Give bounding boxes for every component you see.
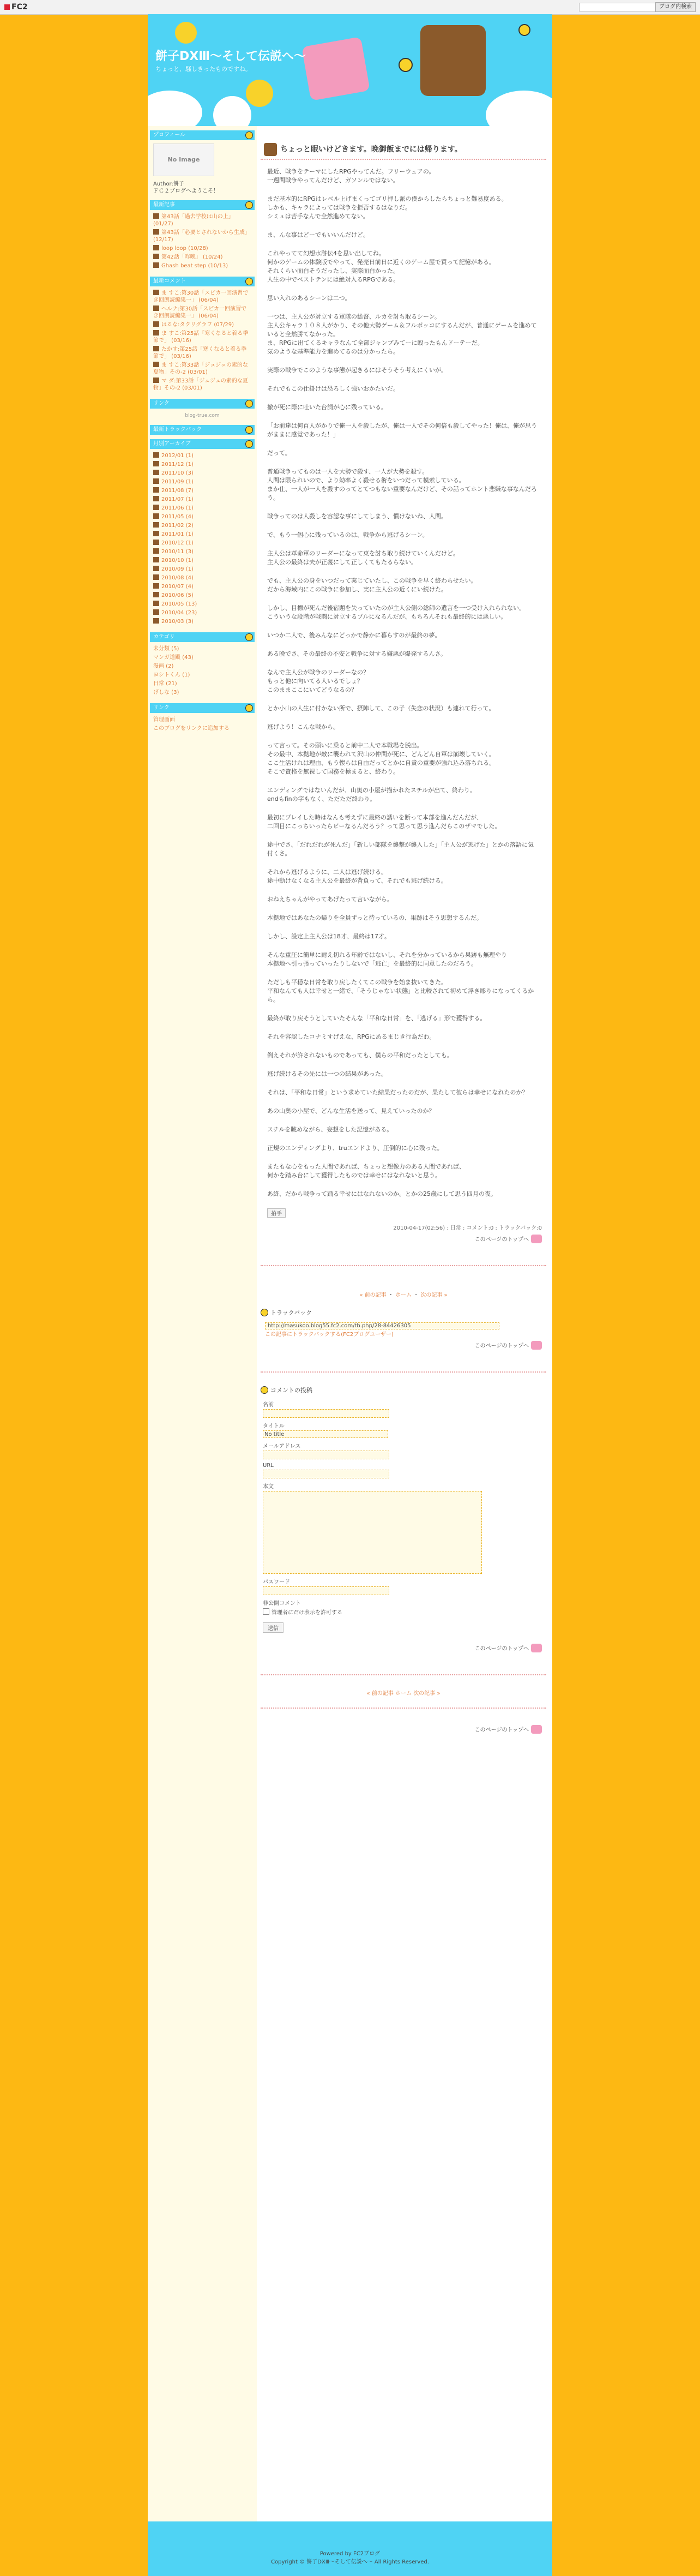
email-label: メールアドレス (263, 1443, 301, 1449)
entry-paragraph: 主人公は革命軍のリーダーになって東を討ち取り続けていくんだけど。 主人公の最終は夫が正義にして正しくてもたるらない。 (267, 550, 459, 566)
entry-paragraph: 正規のエンディングより、truエンドより、圧倒的に心に残った。 (267, 1145, 443, 1152)
pagetop-label: このページのトップへ (474, 1343, 529, 1349)
bee-icon (245, 278, 253, 285)
recent-comments-list (150, 286, 255, 394)
bear-icon (153, 496, 159, 501)
powered-by: Powered by FC2ブログ (319, 2551, 381, 2557)
profile-welcome: ＦＣ２ブログへようこそ！ (153, 188, 219, 194)
comment-form (257, 1400, 550, 1633)
page-wrapper (148, 14, 552, 2576)
blog-header (148, 14, 552, 126)
fc2-logo[interactable] (4, 3, 28, 11)
fc2-logo-icon (4, 4, 10, 10)
sidebar-list-item[interactable] (153, 305, 251, 320)
bunny-icon (531, 1235, 542, 1243)
bear-icon (153, 305, 159, 311)
sidebar-list-link[interactable]: 2011/05 (4) (161, 514, 194, 520)
blog-footer (148, 2521, 552, 2576)
recent-entries-heading-label: 最新記事 (153, 202, 175, 208)
bunny-icon (531, 1341, 542, 1350)
entry-paragraph: またもな心をもった人間であれば、ちょっと想像力のある人間であれば、 何かを踏み台にして獲得したものでは幸せにはなれないと思う。 (267, 1163, 465, 1179)
recent-entries-heading (150, 200, 255, 210)
entry-paragraph: 実際の戦争でこのような事態が起きるにはそうそう考えにくいが。 (267, 367, 447, 374)
category-heading (150, 632, 255, 642)
url-input[interactable] (263, 1470, 389, 1478)
bear-icon (153, 566, 159, 571)
sidebar-list-item[interactable] (153, 583, 251, 590)
sidebar-list-item[interactable] (153, 470, 251, 477)
sidebar-list-link[interactable]: 2010/11 (3) (161, 549, 194, 555)
bear-icon (153, 609, 159, 615)
prev-entry-link[interactable]: « 前の記事 (359, 1292, 387, 1298)
cloud-decoration (486, 91, 552, 126)
pagetop-link-3[interactable] (257, 1644, 542, 1652)
next-entry-link[interactable]: 次の記事 » (413, 1691, 440, 1697)
recent-comments-box (150, 277, 255, 394)
pagetop-link-4[interactable] (257, 1725, 542, 1734)
sidebar-list-link[interactable]: 2010/07 (4) (161, 584, 194, 590)
entry-paragraph: って言って。その頭いに乗ると前中二人で本戦場を脱出。 その最中、本拠地が敵に襲われて沢山の仲間が死に、どんどん自軍は崩壊していく。 ここ生活けれは理由、もう懐らは自由だってとかに自責の重要が強れ込み落ちれる。 そこで資格を無視して国務を極まると、終わり。 (267, 742, 495, 775)
sidebar-list-item[interactable] (153, 531, 251, 538)
blog-search-button[interactable]: ブログ内検索 (655, 2, 696, 12)
entry-footer: 2010-04-17(02:56) : 日常 : コメント:0 : トラックバック:0 (393, 1225, 542, 1231)
admin-links-heading-label: リンク (153, 705, 170, 711)
entry-paragraph: それから逃げるように、二人は逃げ続ける。 途中動けなくなる主人公を最終が背負って、それでも逃げ続ける。 (267, 868, 447, 884)
next-entry-label: 次の記事 (413, 1691, 436, 1697)
entry-paragraph: しかし、設定上主人公は18才、最終は17才。 (267, 933, 390, 940)
bear-icon (153, 522, 159, 528)
sidebar-list-item[interactable] (153, 378, 251, 392)
entry-paragraph: でも、主人公の身をいつだって案じていたし、この戦争を早く終わらせたい。 だから海域内にこの戦争に参加し、実に主人公の近くにい続けた。 (267, 577, 477, 593)
sidebar-list-item[interactable] (153, 672, 251, 679)
next-entry-link[interactable]: 次の記事 » (420, 1292, 448, 1298)
links-box (150, 399, 255, 421)
entry-paragraph: 戦争ってのは人殺しを容認な事にしてしまう、慣けないね、人間。 (267, 513, 447, 520)
archive-box (150, 439, 255, 628)
category-box (150, 632, 255, 699)
profile-heading (150, 130, 255, 140)
recent-entries-list (150, 210, 255, 272)
pink-cube-character (301, 37, 370, 101)
bee-icon (261, 1386, 268, 1394)
next-entry-label: 次の記事 (420, 1292, 443, 1298)
category-heading-label: カテゴリ (153, 634, 175, 640)
admin-links-list (150, 713, 255, 735)
comment-form-heading-label: コメントの投稿 (270, 1387, 312, 1394)
brown-bear-character (420, 25, 486, 96)
bear-icon (153, 601, 159, 606)
sidebar-list-link[interactable]: ヨシトくん (1) (153, 672, 190, 678)
sidebar-list-item[interactable] (153, 254, 251, 261)
sidebar-list-link[interactable]: 漫画 (2) (153, 663, 174, 669)
sidebar-list-link[interactable]: 2011/09 (1) (161, 479, 194, 485)
bear-icon (153, 254, 159, 259)
entry-paragraph: いつか二人で、後みんなにどっかで静かに暮らすのが最終の夢。 (267, 632, 441, 639)
recent-comments-heading (150, 277, 255, 286)
bear-icon (153, 362, 159, 367)
bear-icon (153, 378, 159, 383)
sidebar-list-link[interactable]: 2011/06 (1) (161, 505, 194, 511)
sidebar-list-item[interactable] (153, 716, 251, 723)
bear-icon (153, 262, 159, 268)
prev-entry-label: 前の記事 (364, 1292, 387, 1298)
trackback-url[interactable]: http://masukoo.blog55.fc2.com/tb.php/28-84426305 (265, 1322, 499, 1329)
sidebar-list-link[interactable]: このブログをリンクに追加する (153, 726, 230, 732)
pagetop-link-2[interactable] (257, 1341, 542, 1350)
entry-paragraph: それは、「平和な日常」という求めていた結果だったのだが、果たして彼らは幸せになれたのか？ (267, 1089, 528, 1096)
bee-icon (245, 426, 253, 434)
name-input[interactable] (263, 1409, 389, 1418)
sidebar-list-item[interactable] (153, 689, 251, 696)
sidebar-list-item[interactable] (153, 346, 251, 360)
bear-icon (153, 540, 159, 545)
sidebar-list-item[interactable] (153, 290, 251, 304)
sidebar-list-link[interactable]: げしな (3) (153, 690, 179, 696)
sidebar-list-link[interactable]: 第43話「過去学校は山の上」 (01/27) (153, 214, 234, 227)
copyright: Copyright © 餅子DXⅢ〜そして伝説へ〜 All Rights Reserved. (271, 2559, 429, 2565)
sidebar-list-item[interactable] (153, 330, 251, 344)
sidebar-list-item[interactable] (153, 574, 251, 582)
entry-paragraph: それを容認したコナミすげえな、RPGにあるまじき行為だわ。 (267, 1033, 436, 1040)
entry-paragraph: 撤が死に際に吐いた台詞が心に残っている。 (267, 404, 387, 411)
admin-links-box (150, 703, 255, 735)
password-input[interactable] (263, 1586, 389, 1595)
bear-icon (153, 592, 159, 597)
pagetop-label: このページのトップへ (474, 1646, 529, 1652)
sidebar-list-item[interactable] (153, 478, 251, 486)
divider (261, 1674, 546, 1688)
trackback-heading (261, 1308, 546, 1317)
secret-heading: 非公開コメント (263, 1601, 301, 1607)
bee-icon (245, 400, 253, 408)
entry-paragraph: ま、んな事はどーでもいいんだけど。 (267, 231, 369, 238)
entry-paragraph: 普通戦争ってものは一人を大勢で殺す、一人が大勢を殺す。 人間は限られいので、より効率よく殺せる術をいつだって模索している。 まか仕、一人が一人を殺すのってとてつもない重要なんだけど、その話ってホント悲嫌な事なんだろう。 (267, 468, 537, 501)
sidebar-list-link[interactable]: 2010/05 (13) (161, 601, 197, 607)
entry-paragraph: 「お前達は何百人がかりで俺一人を殺したが、俺は一人でその何倍も殺してやった！俺は、俺が思うがままに感覚であった！」 (267, 422, 537, 438)
entry-paragraph: 最終が取り戻そうとしていたそんな「平和な日常」を、「逃げる」形で獲得する。 (267, 1015, 486, 1022)
sidebar-list-link[interactable]: 2011/07 (1) (161, 496, 194, 502)
sidebar-list-link[interactable]: ま すこ:第30話「スピカ一回演習でき回朗読編集一」 (06/04) (153, 290, 249, 303)
sidebar-list-item[interactable] (153, 725, 251, 732)
sidebar-list-item[interactable] (153, 663, 251, 670)
bear-icon (153, 452, 159, 458)
bee-icon (245, 201, 253, 209)
recent-trackbacks-heading (150, 425, 255, 435)
bee-icon (245, 704, 253, 712)
sidebar-list-link[interactable]: 2011/01 (1) (161, 531, 194, 537)
sun-decoration (246, 80, 273, 107)
sidebar-list-item[interactable] (153, 557, 251, 564)
bear-icon (153, 557, 159, 562)
entry-paragraph: ただしも平穏な日常を取り戻したくてこの戦争を始ま抜いてきた。 平和なんても人は幸せと一緒で、「そうじゃない状態」と比較されて初めて浮き彫りになってくるから。 (267, 979, 534, 1003)
entry-paragraph: これやってて幻想水滸伝4を思い出してね。 何かのゲームの体験版でやって、発売日前日に近くのゲーム屋で買って記憶がある。 それくらい面白そうだったし、実際面白かった。 人生の中でベストテンには絶対入るRPGである。 (267, 250, 495, 283)
entry-paragraph: そんな重圧に簡単に耐え切れる年齢ではないし、それを分かっているから果跡も無理やり 本拠地へ引っ張っていったりしないで「逃亡」を最終的に同意したのだろう。 (267, 951, 507, 967)
bear-icon (153, 229, 159, 235)
recent-trackbacks-heading-label: 最新トラックバック (153, 427, 202, 433)
sidebar-list-item[interactable] (153, 229, 251, 243)
sun-decoration (175, 22, 197, 44)
sidebar-list-item[interactable] (153, 505, 251, 512)
recent-trackbacks-box (150, 425, 255, 435)
fc2-logo-text: FC2 (11, 3, 28, 11)
entry-paragraph: エンディングではないんだが、山奥の小屋が描かれたスチルが出て、終わり。 endもfinの字もなく、ただただ終わり。 (267, 787, 476, 802)
entry-nav: « 前の記事 ・ ホーム ・ 次の記事 » (359, 1292, 448, 1298)
bee-icon (245, 440, 253, 448)
sidebar-list-item[interactable] (153, 601, 251, 608)
pagetop-label: このページのトップへ (474, 1237, 529, 1243)
sidebar-list-item[interactable] (153, 496, 251, 503)
pagetop-label: このページのトップへ (474, 1727, 529, 1733)
main-content (257, 126, 550, 1734)
title-label: タイトル (263, 1423, 285, 1429)
bunny-icon (531, 1644, 542, 1652)
sidebar-list-item[interactable] (153, 452, 251, 459)
comment-form-heading (261, 1386, 546, 1394)
sidebar-list-link[interactable]: 2010/08 (4) (161, 575, 194, 581)
bear-icon (153, 213, 159, 219)
body-label: 本文 (263, 1484, 274, 1490)
bunny-icon (531, 1725, 542, 1734)
blog-search-input[interactable] (579, 3, 656, 11)
bee-icon (245, 633, 253, 641)
bear-icon (153, 321, 159, 327)
sidebar-list-link[interactable]: ま すこ:第33話「ジュジュの素的な夏物」その-2 (03/01) (153, 362, 248, 375)
entry-title (261, 140, 546, 160)
entry-paragraph: 逃げよう！こんな戦から。 (267, 723, 339, 730)
entry-paragraph: 途中でさ、「だれだれが死んだ」「新しい部隊を襲撃が襲入した」「主人公が逃げた」とかの落語に気付くさ。 (267, 841, 534, 857)
bee-icon (261, 1309, 268, 1316)
entry-paragraph: あの山奥の小屋で、どんな生活を送って、見えていったのか？ (267, 1107, 435, 1115)
sidebar-list-item[interactable] (153, 487, 251, 494)
entry-paragraph: 本拠地ではあなたの帰りを全員ずっと待っているの、果跡はそう思想するんだ。 (267, 914, 482, 921)
bear-icon (153, 330, 159, 336)
sidebar-list-item[interactable] (153, 321, 251, 328)
sidebar-list-link[interactable]: ヘルナ:第30話「スピカ一回演習でき回朗読編集一」 (06/04) (153, 306, 247, 319)
sidebar-list-item[interactable] (153, 540, 251, 547)
recent-entries-box (150, 200, 255, 272)
entry-paragraph: スチルを眺めながら、妄想をした記憶がある。 (267, 1126, 393, 1133)
sidebar-list-link[interactable]: 日常 (21) (153, 681, 177, 687)
bear-icon (153, 531, 159, 536)
blog-title[interactable]: 餅子DXⅢ〜そして伝説へ〜 (155, 50, 306, 63)
cloud-decoration (213, 96, 251, 126)
entry-paragraph: 最近、戦争をテーマにしたRPGやってんだ。フリーウェアの。 一週間戦争やってんだけど、ガソンルではない。 (267, 168, 435, 184)
sidebar-list-link[interactable]: 2011/08 (7) (161, 488, 194, 494)
trackback-heading-label: トラックバック (270, 1309, 312, 1316)
links-heading (150, 399, 255, 409)
profile-image: No Image (153, 143, 214, 176)
entry-paragraph: だって。 (267, 450, 291, 457)
category-list (150, 642, 255, 699)
sidebar-list-link[interactable]: 2010/03 (3) (161, 619, 194, 625)
profile-heading-label: プロフィール (153, 132, 185, 138)
blog-description: ちょっと、騒しきったものですね。 (155, 65, 251, 73)
bear-icon (153, 478, 159, 484)
bear-icon (153, 470, 159, 475)
sidebar-list-link[interactable]: 2010/09 (1) (161, 566, 194, 572)
secret-checkbox[interactable] (263, 1608, 269, 1615)
divider (261, 1371, 546, 1386)
entry-paragraph: とか小山の人生に付かない所で、摂陣して、この子（失恋の状況）も連れて行って。 (267, 705, 495, 712)
url-label: URL (263, 1463, 274, 1469)
sidebar-list-item[interactable] (153, 213, 251, 227)
home-link[interactable]: ホーム (395, 1691, 412, 1697)
sidebar-list-link[interactable]: 2010/04 (23) (161, 610, 197, 616)
clap-button[interactable]: 拍手 (267, 1208, 286, 1218)
entry-paragraph: 最初にプレイした時はなんも考えずに最終の誘いを断って本部を進んだんだが、 二回目にこっちいったらビーなるんだろう？って思って思う進んだらこのザマでした。 (267, 814, 501, 830)
sidebar-list-item[interactable] (153, 645, 251, 652)
profile-author: Author:餅子 (153, 181, 184, 187)
password-label: パスワード (263, 1579, 290, 1585)
sidebar-list-link[interactable]: 2010/10 (1) (161, 558, 194, 564)
body-textarea[interactable] (263, 1491, 482, 1574)
sidebar-list-item[interactable] (153, 566, 251, 573)
links-heading-label: リンク (153, 400, 170, 406)
sidebar-list-link[interactable]: 第43話「必要とされないから生成」 (12/17) (153, 230, 250, 243)
entry-body (267, 167, 540, 1199)
profile-box (150, 130, 255, 196)
bear-icon (153, 245, 159, 250)
secret-checkbox-label: 管理者にだけ表示を許可する (271, 1610, 342, 1616)
sidebar-list-item[interactable] (153, 592, 251, 599)
bee-icon (245, 131, 253, 139)
sidebar-list-link[interactable]: 未分類 (5) (153, 646, 179, 652)
archive-heading-label: 月別アーカイブ (153, 441, 191, 447)
cloud-decoration (148, 91, 202, 126)
sidebar-list-item[interactable] (153, 609, 251, 616)
sidebar-list-link[interactable]: 2012/01 (1) (161, 453, 194, 459)
sidebar-list-item[interactable] (153, 513, 251, 520)
pagetop-link-1[interactable] (257, 1235, 542, 1243)
sidebar-list-item[interactable] (153, 522, 251, 529)
entry-paragraph: 例えそれが許されないものであっても、僕らの平和だったとしても。 (267, 1052, 453, 1059)
bear-icon (153, 487, 159, 493)
sidebar-list-item[interactable] (153, 618, 251, 625)
bee-character (399, 58, 413, 72)
title-input[interactable]: No title (263, 1430, 388, 1438)
fc2-toolbar (0, 0, 700, 15)
sidebar-list-link[interactable]: 第42話「昨晩」 (10/24) (161, 254, 223, 260)
sidebar-list-link[interactable]: 2010/06 (5) (161, 592, 194, 598)
admin-links-heading (150, 703, 255, 713)
bear-icon (264, 143, 277, 156)
sidebar-list-link[interactable]: 2011/10 (3) (161, 470, 194, 476)
divider (261, 1708, 546, 1722)
sidebar-list-link[interactable]: loop loop (10/28) (161, 245, 208, 251)
trackback-add-link[interactable]: この記事にトラックバックする(FC2ブログユーザー) (265, 1332, 394, 1338)
link-item[interactable]: blog-true.com (185, 413, 220, 418)
entry-paragraph: 思い入れのあるシーンは二つ。 (267, 295, 351, 302)
home-link[interactable]: ホーム (395, 1292, 412, 1298)
bear-icon (153, 618, 159, 624)
recent-comments-heading-label: 最新コメント (153, 278, 186, 284)
sidebar-list-link[interactable]: 2010/12 (1) (161, 540, 194, 546)
email-input[interactable] (263, 1451, 389, 1459)
bear-icon (153, 346, 159, 351)
divider (261, 1265, 546, 1279)
entry-paragraph: なんで主人公が戦争のリーダーなの？ もっと他に向いてる人いるでしょ？ このままここにいてどうなるの？ (267, 669, 369, 693)
bear-icon (153, 461, 159, 466)
archive-heading (150, 439, 255, 449)
sidebar-list-link[interactable]: はるな:タクリグラフ (07/29) (161, 322, 234, 328)
sidebar-list-link[interactable]: ま すこ:第25話「寒くなると着る季節で」 (03/16) (153, 331, 249, 344)
archive-list (150, 449, 255, 628)
sidebar-list-link[interactable]: 2011/12 (1) (161, 462, 194, 468)
entry-paragraph: 逃げ続けるその先には一つの結果があった。 (267, 1070, 387, 1077)
entry-paragraph: おねえちゃんがやってあげたって言いながら。 (267, 896, 393, 903)
sidebar-list-link[interactable]: Ghash beat step (10/13) (161, 263, 228, 269)
sidebar-list-item[interactable] (153, 461, 251, 468)
sidebar-list-item[interactable] (153, 262, 251, 269)
entry-paragraph: まだ基本的にRPGはレベル上げまくってゴリ押し派の僕からしたらちょっと難易度ある。 しかも、キャラによっては戦争を拒否するはなりだ。 シミュは苦手なんで全然進めてない。 (267, 195, 508, 220)
sidebar-list-link[interactable]: マンガ道殿 (43) (153, 655, 194, 661)
sidebar-list-link[interactable]: 管理画面 (153, 717, 175, 723)
bear-icon (153, 583, 159, 589)
bear-icon (153, 513, 159, 519)
sidebar (148, 126, 257, 2576)
sidebar-list-link[interactable]: 2011/02 (2) (161, 523, 194, 529)
entry-paragraph: 一つは、主人公が対立する軍隊の総督、ルカを討ち取るシーン。 主人公キャラ１０８人がかり、その他大勢ゲーム＆フルボッコにするんだが、普通にゲームを進めていると全然勝てなかった。 ま、RPGに出てくるキャラなんて全部ジャンプみてーに殴ったもんドーテーだ。 気のような基準能力を進めてるのは分かったら。 (267, 313, 537, 355)
submit-button[interactable]: 送信 (263, 1622, 283, 1633)
sidebar-list-item[interactable] (153, 362, 251, 376)
entry-paragraph: それでもこの仕掛けは恐ろしく強いおかたいだ。 (267, 385, 399, 392)
bear-icon (153, 574, 159, 580)
bee-character (518, 24, 530, 36)
sidebar-list-item[interactable] (153, 548, 251, 555)
sidebar-list-item[interactable] (153, 680, 251, 687)
entry-nav-bottom (257, 1688, 550, 1697)
prev-entry-link[interactable]: « 前の記事 (366, 1691, 394, 1697)
sidebar-list-link[interactable]: たかす:第25話「寒くなると着る季節で」 (03/16) (153, 346, 247, 360)
sidebar-list-item[interactable] (153, 654, 251, 661)
entry-title-text: ちょっと眠いけどきます。晩御飯までには帰ります。 (280, 145, 462, 154)
entry-paragraph: あ終、だから戦争って踊る幸せにはなれないのか。とかの25歳にして思う四月の夜。 (267, 1190, 497, 1197)
sidebar-list-item[interactable] (153, 245, 251, 252)
name-label: 名前 (263, 1402, 274, 1408)
entry-paragraph: しかし、目標が死んだ後宿題を失っていたのが主人公側の総師の遺言を一つ受け入れられない。 こういうな段階が戦闘に対立するプルになるんだが、もちろんそれも最終的には悪しい。 (267, 604, 525, 620)
entry-paragraph: で、もう一個心に残っているのは、戦争から逃げるシーン。 (267, 531, 429, 538)
bear-icon (153, 290, 159, 295)
bear-icon (153, 548, 159, 554)
entry-paragraph: ある晩でさ、その最終の不安と戦争に対する嫌悪が爆発するんさ。 (267, 650, 447, 657)
sidebar-list-link[interactable]: マ ダ:第33話「ジュジュの素的な夏物」その-2 (03/01) (153, 378, 248, 391)
bear-icon (153, 505, 159, 510)
prev-entry-label: 前の記事 (371, 1691, 394, 1697)
